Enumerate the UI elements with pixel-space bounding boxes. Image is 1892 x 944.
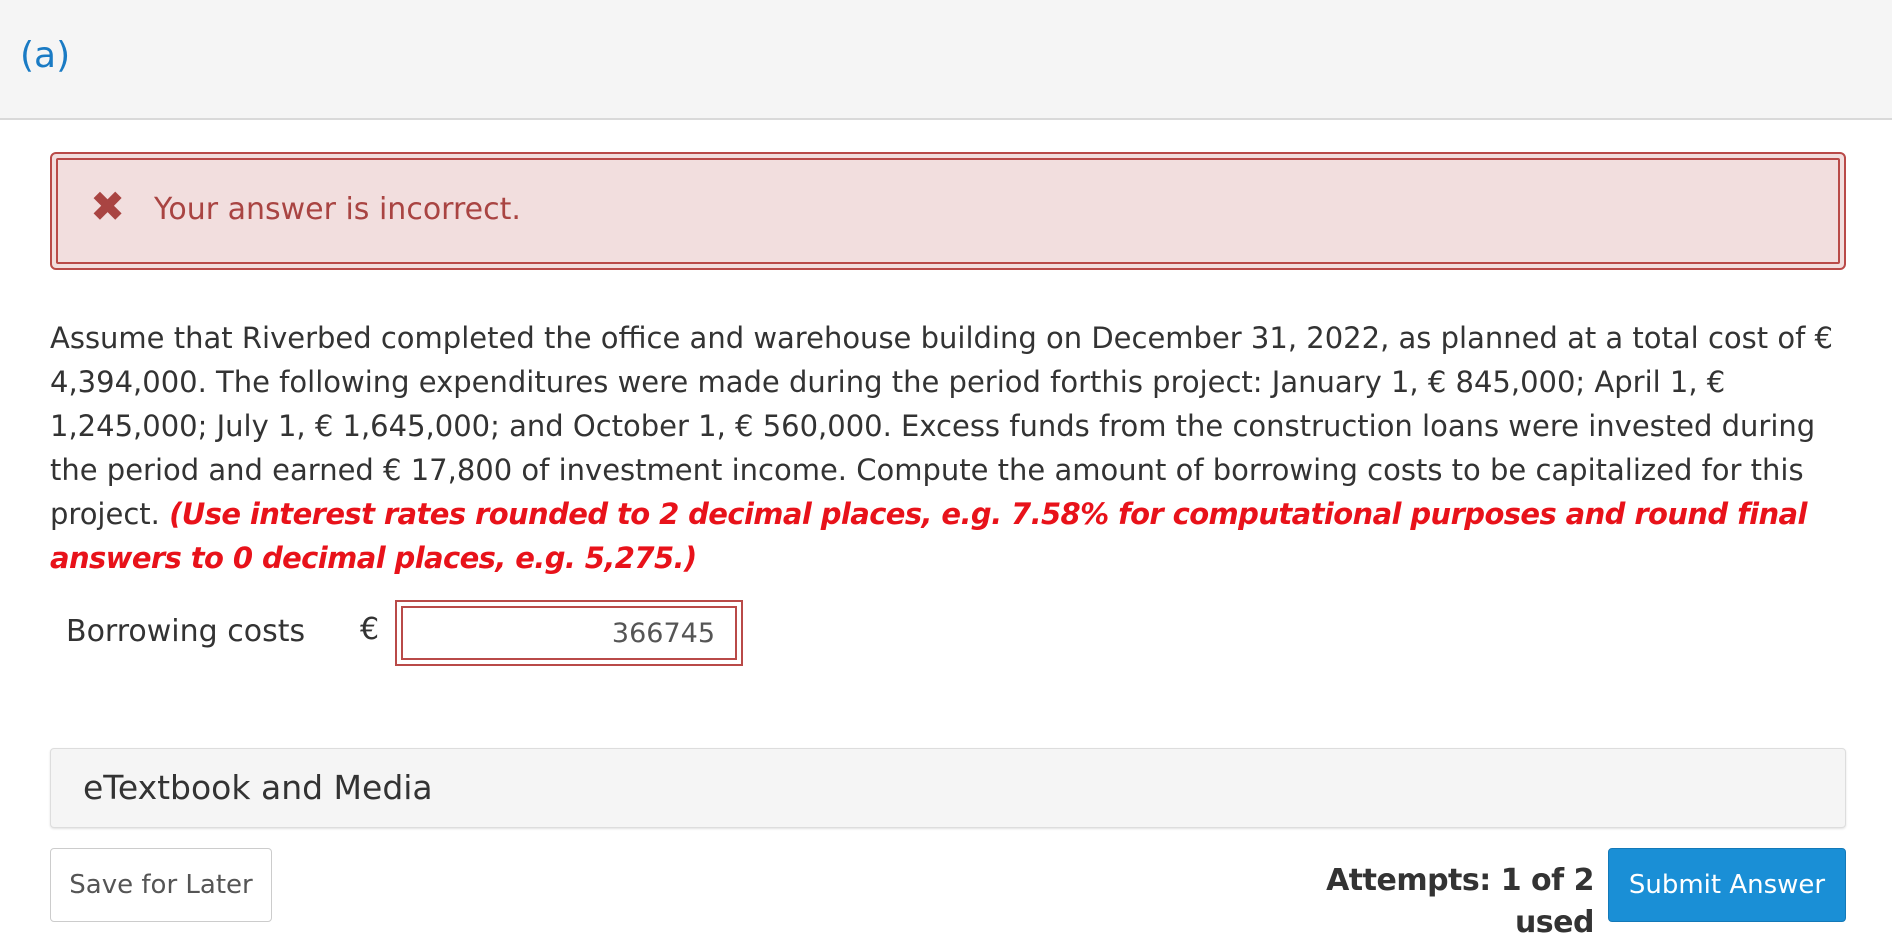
etextbook-media-panel[interactable]: [50, 748, 1846, 828]
currency-symbol: €: [360, 612, 380, 647]
feedback-message: Your answer is incorrect.: [154, 192, 521, 227]
question-body: Assume that Riverbed completed the office and warehouse building on December 31, 2022, as planned at a total cost of € 4,394,000. The following expenditures were made during the period forthis project: January 1, € 845,000; April 1, € 1,245,000; July 1, € 1,645,000; and October 1, € 560,000. Excess funds from the construction loans were invested during the period and earned € 17,800 of investment income. Compute the amount of borrowing costs to be capitalized for this project.: [50, 321, 1833, 531]
borrowing-costs-input[interactable]: [401, 606, 737, 660]
media-panel-title: eTextbook and Media: [83, 768, 433, 807]
close-icon: ✖: [90, 182, 126, 231]
answer-field-wrapper: [395, 600, 743, 666]
part-header: [0, 0, 1892, 120]
save-for-later-button[interactable]: Save for Later: [50, 848, 272, 922]
answer-label: Borrowing costs: [66, 614, 306, 649]
feedback-alert: [50, 152, 1846, 270]
question-text: [50, 316, 1850, 580]
part-label: (a): [20, 35, 71, 76]
question-hint: (Use interest rates rounded to 2 decimal places, e.g. 7.58% for computational purposes and round final answers to 0 decimal places, e.g. 5,275.): [50, 497, 1807, 575]
attempts-counter: Attempts: 1 of 2 used: [1326, 863, 1594, 940]
submit-answer-button[interactable]: Submit Answer: [1608, 848, 1846, 922]
